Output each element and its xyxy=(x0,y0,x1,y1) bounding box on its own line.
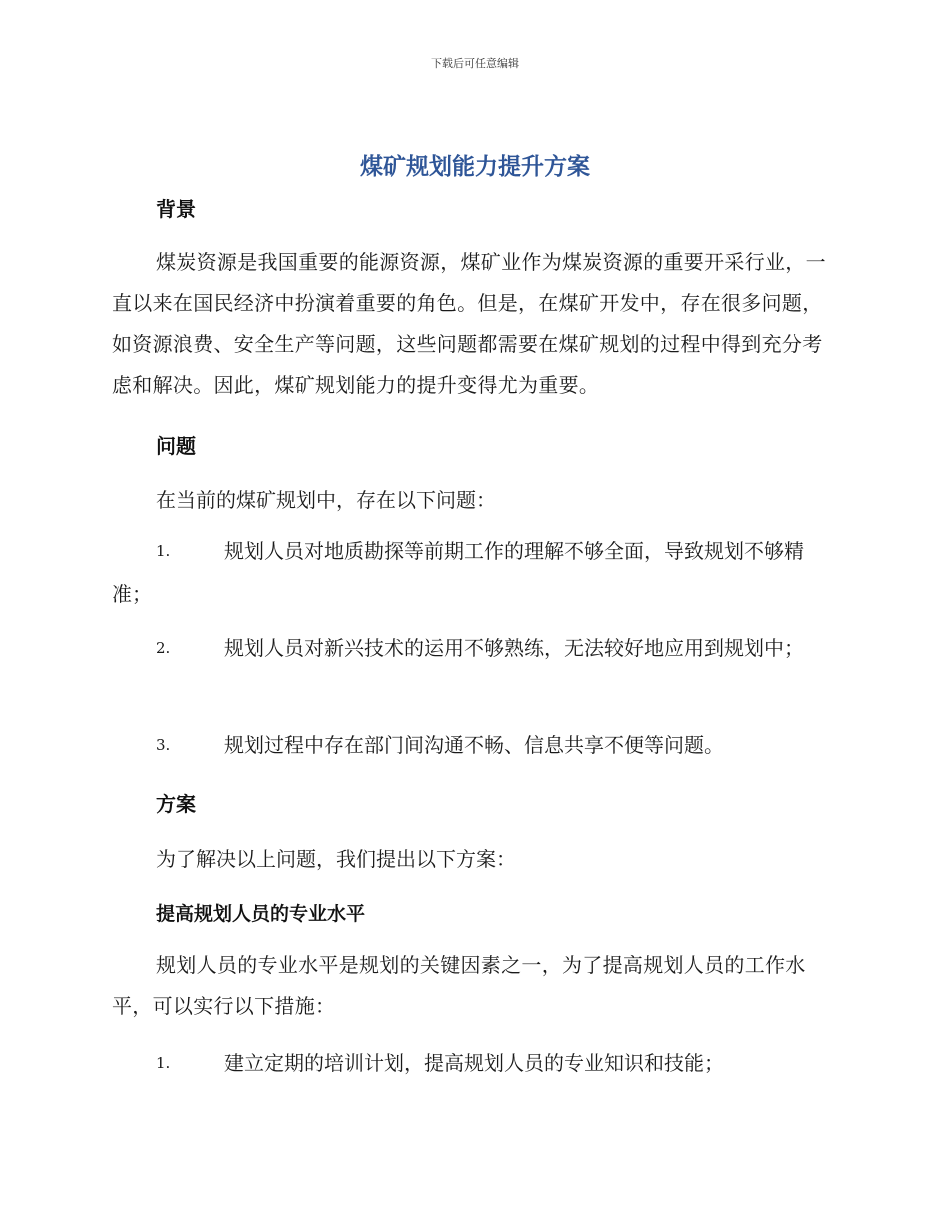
document-title: 煤矿规划能力提升方案 xyxy=(360,154,590,180)
solutions-intro: 为了解决以上问题，我们提出以下方案： xyxy=(156,847,516,871)
professional-level-paragraph: 规划人员的专业水平是规划的关键因素之一，为了提高规划人员的工作水平，可以实行以下措施： xyxy=(112,953,806,1018)
header-note: 下载后可任意编辑 xyxy=(431,57,519,70)
problems-intro: 在当前的煤矿规划中，存在以下问题： xyxy=(156,488,496,512)
list-item-text: 规划人员对新兴技术的运用不够熟练，无法较好地应用到规划中； xyxy=(224,636,804,660)
heading-background: 背景 xyxy=(156,197,196,221)
problem-item-2 xyxy=(112,627,838,670)
list-item-text: 规划过程中存在部门间沟通不畅、信息共享不便等问题。 xyxy=(224,733,724,757)
list-number: 1. xyxy=(156,542,171,560)
heading-problems: 问题 xyxy=(156,434,196,458)
list-item-text: 建立定期的培训计划，提高规划人员的专业知识和技能； xyxy=(224,1051,724,1075)
solution-item-1 xyxy=(112,1042,838,1085)
list-number: 1. xyxy=(156,1054,171,1072)
list-number: 3. xyxy=(156,736,171,754)
heading-solutions: 方案 xyxy=(156,792,196,816)
problem-item-1 xyxy=(112,530,838,616)
problem-item-3 xyxy=(112,724,838,767)
sub-heading-professional-level: 提高规划人员的专业水平 xyxy=(156,903,366,925)
list-number: 2. xyxy=(156,639,171,657)
background-paragraph: 煤炭资源是我国重要的能源资源，煤矿业作为煤炭资源的重要开采行业，一直以来在国民经济中扮演着重要的角色。但是，在煤矿开发中，存在很多问题，如资源浪费、安全生产等问题，这些问题都需要在煤矿规划的过程中得到充分考虑和解决。因此，煤矿规划能力的提升变得尤为重要。 xyxy=(112,250,826,397)
list-item-text: 规划人员对地质勘探等前期工作的理解不够全面，导致规划不够精准； xyxy=(112,539,804,606)
